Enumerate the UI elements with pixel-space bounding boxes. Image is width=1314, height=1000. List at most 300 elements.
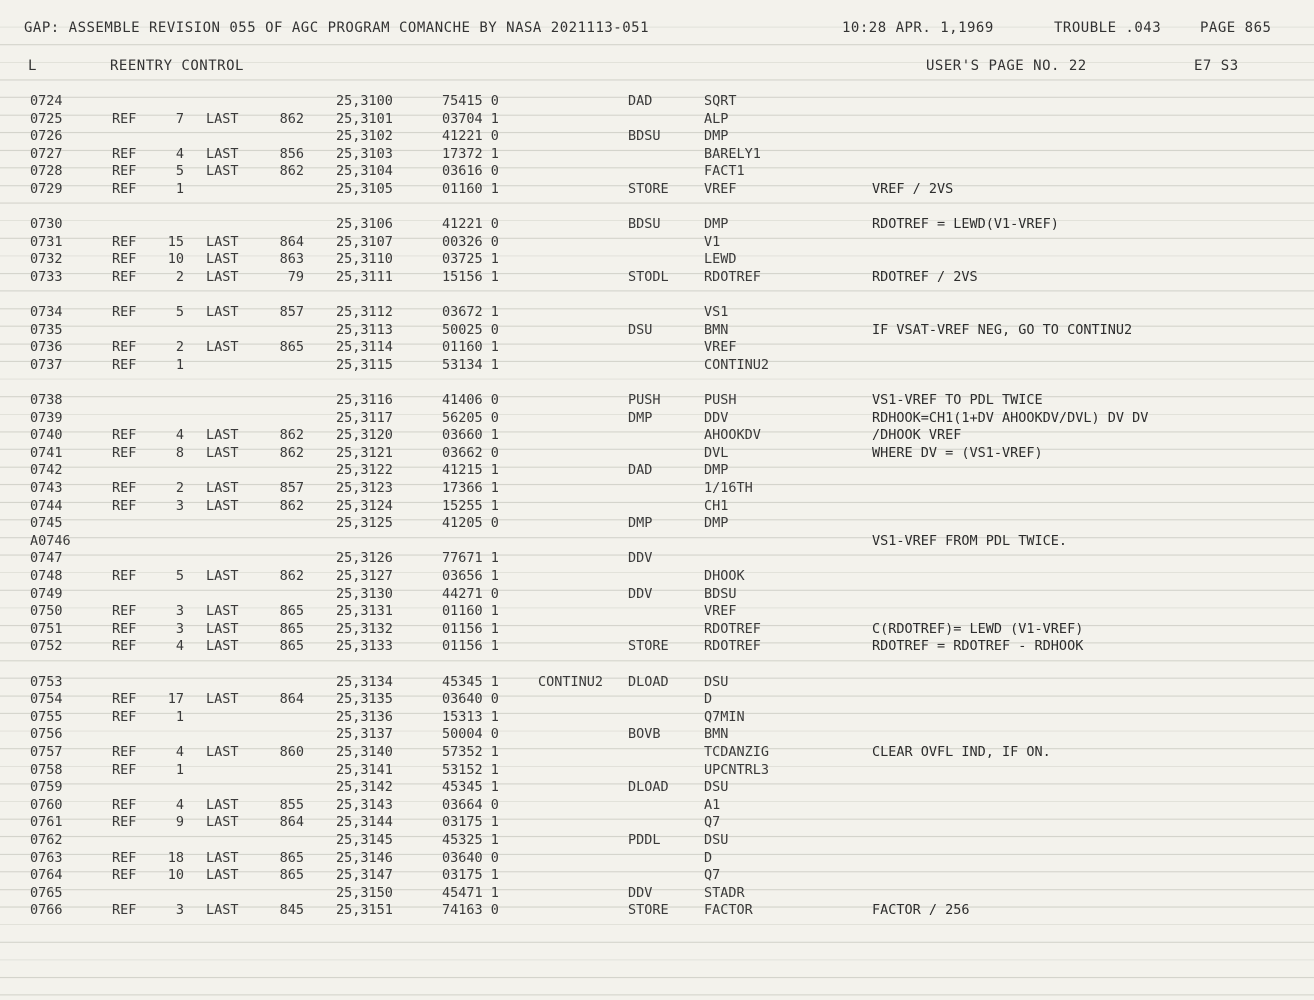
memory-address: 25,3150 xyxy=(336,884,393,901)
operand: RDOTREF xyxy=(704,620,761,637)
last-keyword: LAST xyxy=(206,163,239,180)
operand: DDV xyxy=(704,409,729,426)
ref-keyword: REF xyxy=(112,356,137,373)
operand: V1 xyxy=(704,233,721,250)
operand: SQRT xyxy=(704,93,737,109)
opcode: PDDL xyxy=(628,831,661,848)
line-number: 0751 xyxy=(30,620,63,637)
listing-row xyxy=(0,392,1314,410)
ref-count: 2 xyxy=(175,268,184,285)
code-comment: RDOTREF = RDOTREF - RDHOOK xyxy=(872,638,1084,655)
memory-address: 25,3140 xyxy=(336,743,393,760)
listing-row xyxy=(0,779,1314,797)
last-page: 865 xyxy=(279,339,304,356)
line-number: 0758 xyxy=(30,761,63,778)
memory-address: 25,3104 xyxy=(336,163,393,180)
listing-row xyxy=(0,709,1314,727)
operand: DVL xyxy=(704,444,729,461)
octal-code: 41406 0 xyxy=(442,392,499,409)
operand: CONTINU2 xyxy=(704,356,770,373)
memory-address: 25,3102 xyxy=(336,128,393,145)
operand: D xyxy=(704,849,713,866)
ref-count: 5 xyxy=(175,304,184,321)
line-number: 0764 xyxy=(30,867,63,884)
ref-keyword: REF xyxy=(112,708,137,725)
memory-address: 25,3151 xyxy=(336,902,393,919)
operand: BARELY1 xyxy=(704,145,761,162)
octal-code: 44271 0 xyxy=(442,585,499,602)
memory-address: 25,3116 xyxy=(336,392,393,409)
listing-row xyxy=(0,832,1314,850)
line-number: 0728 xyxy=(30,163,63,180)
opcode: DMP xyxy=(628,409,653,426)
memory-address: 25,3135 xyxy=(336,691,393,708)
last-page: 865 xyxy=(279,867,304,884)
memory-address: 25,3147 xyxy=(336,867,393,884)
octal-code: 41221 0 xyxy=(442,128,499,145)
line-number: 0754 xyxy=(30,691,63,708)
ref-count: 4 xyxy=(175,796,184,813)
operand: VREF xyxy=(704,603,737,620)
line-number: 0736 xyxy=(30,339,63,356)
code-comment: VS1-VREF TO PDL TWICE xyxy=(872,392,1043,409)
ref-count: 4 xyxy=(175,743,184,760)
line-number: 0732 xyxy=(30,251,63,268)
ref-count: 9 xyxy=(175,814,184,831)
memory-address: 25,3115 xyxy=(336,356,393,373)
opcode: DDV xyxy=(628,884,653,901)
memory-address: 25,3141 xyxy=(336,761,393,778)
line-number: 0742 xyxy=(30,462,63,479)
octal-code: 17366 1 xyxy=(442,480,499,497)
octal-code: 15313 1 xyxy=(442,708,499,725)
ref-keyword: REF xyxy=(112,849,137,866)
opcode: DDV xyxy=(628,585,653,602)
line-number: 0756 xyxy=(30,726,63,743)
opcode: STODL xyxy=(628,268,669,285)
code-label: CONTINU2 xyxy=(538,673,604,690)
octal-code: 03616 0 xyxy=(442,163,499,180)
ref-count: 1 xyxy=(175,761,184,778)
ref-keyword: REF xyxy=(112,444,137,461)
ref-keyword: REF xyxy=(112,251,137,268)
last-page: 857 xyxy=(279,304,304,321)
last-page: 864 xyxy=(279,233,304,250)
blank-row xyxy=(0,656,1314,674)
listing-row xyxy=(0,445,1314,463)
listing-row xyxy=(0,339,1314,357)
operand: PUSH xyxy=(704,392,737,409)
opcode: DLOAD xyxy=(628,779,669,796)
opcode: BDSU xyxy=(628,216,661,233)
octal-code: 00326 0 xyxy=(442,233,499,250)
memory-address: 25,3117 xyxy=(336,409,393,426)
line-number: 0745 xyxy=(30,515,63,532)
operand: VS1 xyxy=(704,304,729,321)
octal-code: 50025 0 xyxy=(442,321,499,338)
last-keyword: LAST xyxy=(206,233,239,250)
memory-address: 25,3122 xyxy=(336,462,393,479)
memory-address: 25,3112 xyxy=(336,304,393,321)
code-comment: VS1-VREF FROM PDL TWICE. xyxy=(872,532,1068,549)
octal-code: 03175 1 xyxy=(442,814,499,831)
last-page: 865 xyxy=(279,603,304,620)
line-number: 0755 xyxy=(30,708,63,725)
octal-code: 53152 1 xyxy=(442,761,499,778)
listing-row xyxy=(0,146,1314,164)
ref-count: 5 xyxy=(175,163,184,180)
operand: FACTOR xyxy=(704,902,753,919)
memory-address: 25,3113 xyxy=(336,321,393,338)
operand: VREF xyxy=(704,339,737,356)
memory-address: 25,3127 xyxy=(336,568,393,585)
opcode: DAD xyxy=(628,462,653,479)
operand: DMP xyxy=(704,216,729,233)
ref-keyword: REF xyxy=(112,497,137,514)
octal-code: 53134 1 xyxy=(442,356,499,373)
code-comment: VREF / 2VS xyxy=(872,180,954,197)
last-keyword: LAST xyxy=(206,110,239,127)
code-listing xyxy=(0,93,1314,920)
memory-address: 25,3121 xyxy=(336,444,393,461)
ref-keyword: REF xyxy=(112,814,137,831)
octal-code: 15156 1 xyxy=(442,268,499,285)
octal-code: 41205 0 xyxy=(442,515,499,532)
last-page: 862 xyxy=(279,444,304,461)
octal-code: 03704 1 xyxy=(442,110,499,127)
ref-count: 2 xyxy=(175,480,184,497)
memory-address: 25,3111 xyxy=(336,268,393,285)
last-keyword: LAST xyxy=(206,814,239,831)
ref-keyword: REF xyxy=(112,145,137,162)
operand: VREF xyxy=(704,180,737,197)
operand: FACT1 xyxy=(704,163,745,180)
last-page: 862 xyxy=(279,497,304,514)
octal-code: 45345 1 xyxy=(442,779,499,796)
last-page: 857 xyxy=(279,480,304,497)
last-keyword: LAST xyxy=(206,251,239,268)
last-keyword: LAST xyxy=(206,902,239,919)
last-page: 864 xyxy=(279,691,304,708)
ref-count: 8 xyxy=(175,444,184,461)
ref-keyword: REF xyxy=(112,603,137,620)
memory-address: 25,3101 xyxy=(336,110,393,127)
opcode: DLOAD xyxy=(628,673,669,690)
memory-address: 25,3134 xyxy=(336,673,393,690)
memory-address: 25,3130 xyxy=(336,585,393,602)
last-page: 855 xyxy=(279,796,304,813)
listing-row xyxy=(0,726,1314,744)
listing-row xyxy=(0,322,1314,340)
ref-keyword: REF xyxy=(112,339,137,356)
operand: DSU xyxy=(704,673,729,690)
octal-code: 77671 1 xyxy=(442,550,499,567)
line-number: 0744 xyxy=(30,497,63,514)
operand: Q7MIN xyxy=(704,708,745,725)
listing-row xyxy=(0,251,1314,269)
ref-keyword: REF xyxy=(112,233,137,250)
operand: DHOOK xyxy=(704,568,745,585)
line-number: 0743 xyxy=(30,480,63,497)
last-keyword: LAST xyxy=(206,743,239,760)
last-page: 864 xyxy=(279,814,304,831)
listing-row xyxy=(0,568,1314,586)
listing-row xyxy=(0,586,1314,604)
octal-code: 45345 1 xyxy=(442,673,499,690)
operand: ALP xyxy=(704,110,729,127)
octal-code: 57352 1 xyxy=(442,743,499,760)
code-comment: IF VSAT-VREF NEG, GO TO CONTINU2 xyxy=(872,321,1133,338)
listing-row xyxy=(0,163,1314,181)
ref-keyword: REF xyxy=(112,902,137,919)
memory-address: 25,3114 xyxy=(336,339,393,356)
blank-row xyxy=(0,287,1314,305)
octal-code: 15255 1 xyxy=(442,497,499,514)
octal-code: 03656 1 xyxy=(442,568,499,585)
line-number: 0733 xyxy=(30,268,63,285)
listing-row xyxy=(0,744,1314,762)
listing-row xyxy=(0,674,1314,692)
listing-header xyxy=(24,20,1304,42)
last-page: 79 xyxy=(287,268,304,285)
line-number: 0762 xyxy=(30,831,63,848)
last-keyword: LAST xyxy=(206,691,239,708)
operand: TCDANZIG xyxy=(704,743,770,760)
operand: DMP xyxy=(704,462,729,479)
octal-code: 03664 0 xyxy=(442,796,499,813)
memory-address: 25,3145 xyxy=(336,831,393,848)
memory-address: 25,3144 xyxy=(336,814,393,831)
line-number: 0766 xyxy=(30,902,63,919)
ref-count: 3 xyxy=(175,620,184,637)
listing-row xyxy=(0,357,1314,375)
octal-code: 01156 1 xyxy=(442,620,499,637)
ref-count: 10 xyxy=(167,251,184,268)
line-number: 0759 xyxy=(30,779,63,796)
octal-code: 45325 1 xyxy=(442,831,499,848)
last-keyword: LAST xyxy=(206,568,239,585)
octal-code: 56205 0 xyxy=(442,409,499,426)
memory-address: 25,3100 xyxy=(336,93,393,109)
listing-row xyxy=(0,850,1314,868)
octal-code: 50004 0 xyxy=(442,726,499,743)
operand: RDOTREF xyxy=(704,268,761,285)
listing-row xyxy=(0,797,1314,815)
listing-row xyxy=(0,515,1314,533)
listing-row xyxy=(0,410,1314,428)
ref-keyword: REF xyxy=(112,867,137,884)
blank-row xyxy=(0,375,1314,393)
line-number: 0748 xyxy=(30,568,63,585)
ref-keyword: REF xyxy=(112,268,137,285)
last-page: 865 xyxy=(279,849,304,866)
operand: DSU xyxy=(704,831,729,848)
last-keyword: LAST xyxy=(206,497,239,514)
line-number: 0739 xyxy=(30,409,63,426)
line-number: 0726 xyxy=(30,128,63,145)
listing-row xyxy=(0,621,1314,639)
octal-code: 41221 0 xyxy=(442,216,499,233)
line-number: 0727 xyxy=(30,145,63,162)
ref-count: 3 xyxy=(175,902,184,919)
line-number: 0734 xyxy=(30,304,63,321)
opcode: STORE xyxy=(628,902,669,919)
ref-keyword: REF xyxy=(112,743,137,760)
last-keyword: LAST xyxy=(206,638,239,655)
last-keyword: LAST xyxy=(206,268,239,285)
ref-count: 4 xyxy=(175,427,184,444)
line-number: 0725 xyxy=(30,110,63,127)
last-keyword: LAST xyxy=(206,427,239,444)
operand: BDSU xyxy=(704,585,737,602)
ref-keyword: REF xyxy=(112,796,137,813)
octal-code: 03725 1 xyxy=(442,251,499,268)
ref-count: 10 xyxy=(167,867,184,884)
listing-row xyxy=(0,304,1314,322)
ref-keyword: REF xyxy=(112,761,137,778)
memory-address: 25,3124 xyxy=(336,497,393,514)
line-number: 0760 xyxy=(30,796,63,813)
memory-address: 25,3133 xyxy=(336,638,393,655)
ref-count: 3 xyxy=(175,497,184,514)
memory-address: 25,3103 xyxy=(336,145,393,162)
memory-address: 25,3106 xyxy=(336,216,393,233)
ref-keyword: REF xyxy=(112,568,137,585)
octal-code: 74163 0 xyxy=(442,902,499,919)
last-keyword: LAST xyxy=(206,603,239,620)
header-assembly-title: GAP: ASSEMBLE REVISION 055 OF AGC PROGRAM COMANCHE BY NASA 2021113-051 xyxy=(24,20,650,36)
subheader-mark: L xyxy=(28,58,37,74)
octal-code: 01160 1 xyxy=(442,180,499,197)
line-number: 0729 xyxy=(30,180,63,197)
code-comment: FACTOR / 256 xyxy=(872,902,970,919)
listing-row xyxy=(0,480,1314,498)
line-number: 0741 xyxy=(30,444,63,461)
ref-count: 17 xyxy=(167,691,184,708)
line-number: 0765 xyxy=(30,884,63,901)
line-number: 0753 xyxy=(30,673,63,690)
last-keyword: LAST xyxy=(206,339,239,356)
line-number: 0738 xyxy=(30,392,63,409)
header-trouble: TROUBLE .043 xyxy=(1054,20,1162,36)
operand: Q7 xyxy=(704,867,721,884)
code-comment: RDOTREF / 2VS xyxy=(872,268,978,285)
opcode: DMP xyxy=(628,515,653,532)
ref-count: 1 xyxy=(175,708,184,725)
memory-address: 25,3126 xyxy=(336,550,393,567)
last-keyword: LAST xyxy=(206,620,239,637)
octal-code: 03640 0 xyxy=(442,849,499,866)
memory-address: 25,3146 xyxy=(336,849,393,866)
ref-count: 3 xyxy=(175,603,184,620)
code-comment: /DHOOK VREF xyxy=(872,427,962,444)
line-number: 0730 xyxy=(30,216,63,233)
operand: DSU xyxy=(704,779,729,796)
line-number: 0752 xyxy=(30,638,63,655)
memory-address: 25,3136 xyxy=(336,708,393,725)
ref-count: 2 xyxy=(175,339,184,356)
ref-keyword: REF xyxy=(112,427,137,444)
octal-code: 03175 1 xyxy=(442,867,499,884)
octal-code: 17372 1 xyxy=(442,145,499,162)
listing-row xyxy=(0,902,1314,920)
line-number: 0749 xyxy=(30,585,63,602)
line-number: 0724 xyxy=(30,93,63,109)
memory-address: 25,3120 xyxy=(336,427,393,444)
ref-keyword: REF xyxy=(112,304,137,321)
line-number: 0757 xyxy=(30,743,63,760)
opcode: DAD xyxy=(628,93,653,109)
listing-row xyxy=(0,181,1314,199)
last-page: 865 xyxy=(279,620,304,637)
ref-keyword: REF xyxy=(112,163,137,180)
operand: BMN xyxy=(704,321,729,338)
listing-row xyxy=(0,867,1314,885)
line-number: 0750 xyxy=(30,603,63,620)
last-page: 862 xyxy=(279,427,304,444)
memory-address: 25,3132 xyxy=(336,620,393,637)
memory-address: 25,3105 xyxy=(336,180,393,197)
memory-address: 25,3123 xyxy=(336,480,393,497)
line-number: 0731 xyxy=(30,233,63,250)
header-timestamp: 10:28 APR. 1,1969 xyxy=(842,20,994,36)
listing-row xyxy=(0,762,1314,780)
ref-count: 1 xyxy=(175,180,184,197)
listing-row xyxy=(0,269,1314,287)
memory-address: 25,3107 xyxy=(336,233,393,250)
operand: RDOTREF xyxy=(704,638,761,655)
operand: STADR xyxy=(704,884,745,901)
listing-row xyxy=(0,691,1314,709)
last-page: 860 xyxy=(279,743,304,760)
last-keyword: LAST xyxy=(206,145,239,162)
code-comment: RDOTREF = LEWD(V1-VREF) xyxy=(872,216,1059,233)
listing-row xyxy=(0,128,1314,146)
code-comment: WHERE DV = (VS1-VREF) xyxy=(872,444,1043,461)
octal-code: 01160 1 xyxy=(442,339,499,356)
operand: LEWD xyxy=(704,251,737,268)
octal-code: 03660 1 xyxy=(442,427,499,444)
opcode: PUSH xyxy=(628,392,661,409)
last-keyword: LAST xyxy=(206,480,239,497)
line-number: 0740 xyxy=(30,427,63,444)
code-comment: C(RDOTREF)= LEWD (V1-VREF) xyxy=(872,620,1084,637)
octal-code: 01160 1 xyxy=(442,603,499,620)
opcode: BDSU xyxy=(628,128,661,145)
opcode: DDV xyxy=(628,550,653,567)
listing-subheader xyxy=(24,58,1304,78)
last-keyword: LAST xyxy=(206,867,239,884)
listing-row xyxy=(0,638,1314,656)
line-number: A0746 xyxy=(30,532,71,549)
listing-row xyxy=(0,93,1314,111)
operand: UPCNTRL3 xyxy=(704,761,770,778)
code-comment: RDHOOK=CH1(1+DV AHOOKDV/DVL) DV DV xyxy=(872,409,1149,426)
line-number: 0761 xyxy=(30,814,63,831)
listing-row xyxy=(0,111,1314,129)
section-code: E7 S3 xyxy=(1194,58,1239,74)
octal-code: 75415 0 xyxy=(442,93,499,109)
memory-address: 25,3125 xyxy=(336,515,393,532)
ref-keyword: REF xyxy=(112,691,137,708)
code-comment: CLEAR OVFL IND, IF ON. xyxy=(872,743,1051,760)
ref-keyword: REF xyxy=(112,110,137,127)
users-page-number: USER'S PAGE NO. 22 xyxy=(926,58,1087,74)
ref-count: 18 xyxy=(167,849,184,866)
last-page: 856 xyxy=(279,145,304,162)
ref-count: 1 xyxy=(175,356,184,373)
ref-keyword: REF xyxy=(112,638,137,655)
